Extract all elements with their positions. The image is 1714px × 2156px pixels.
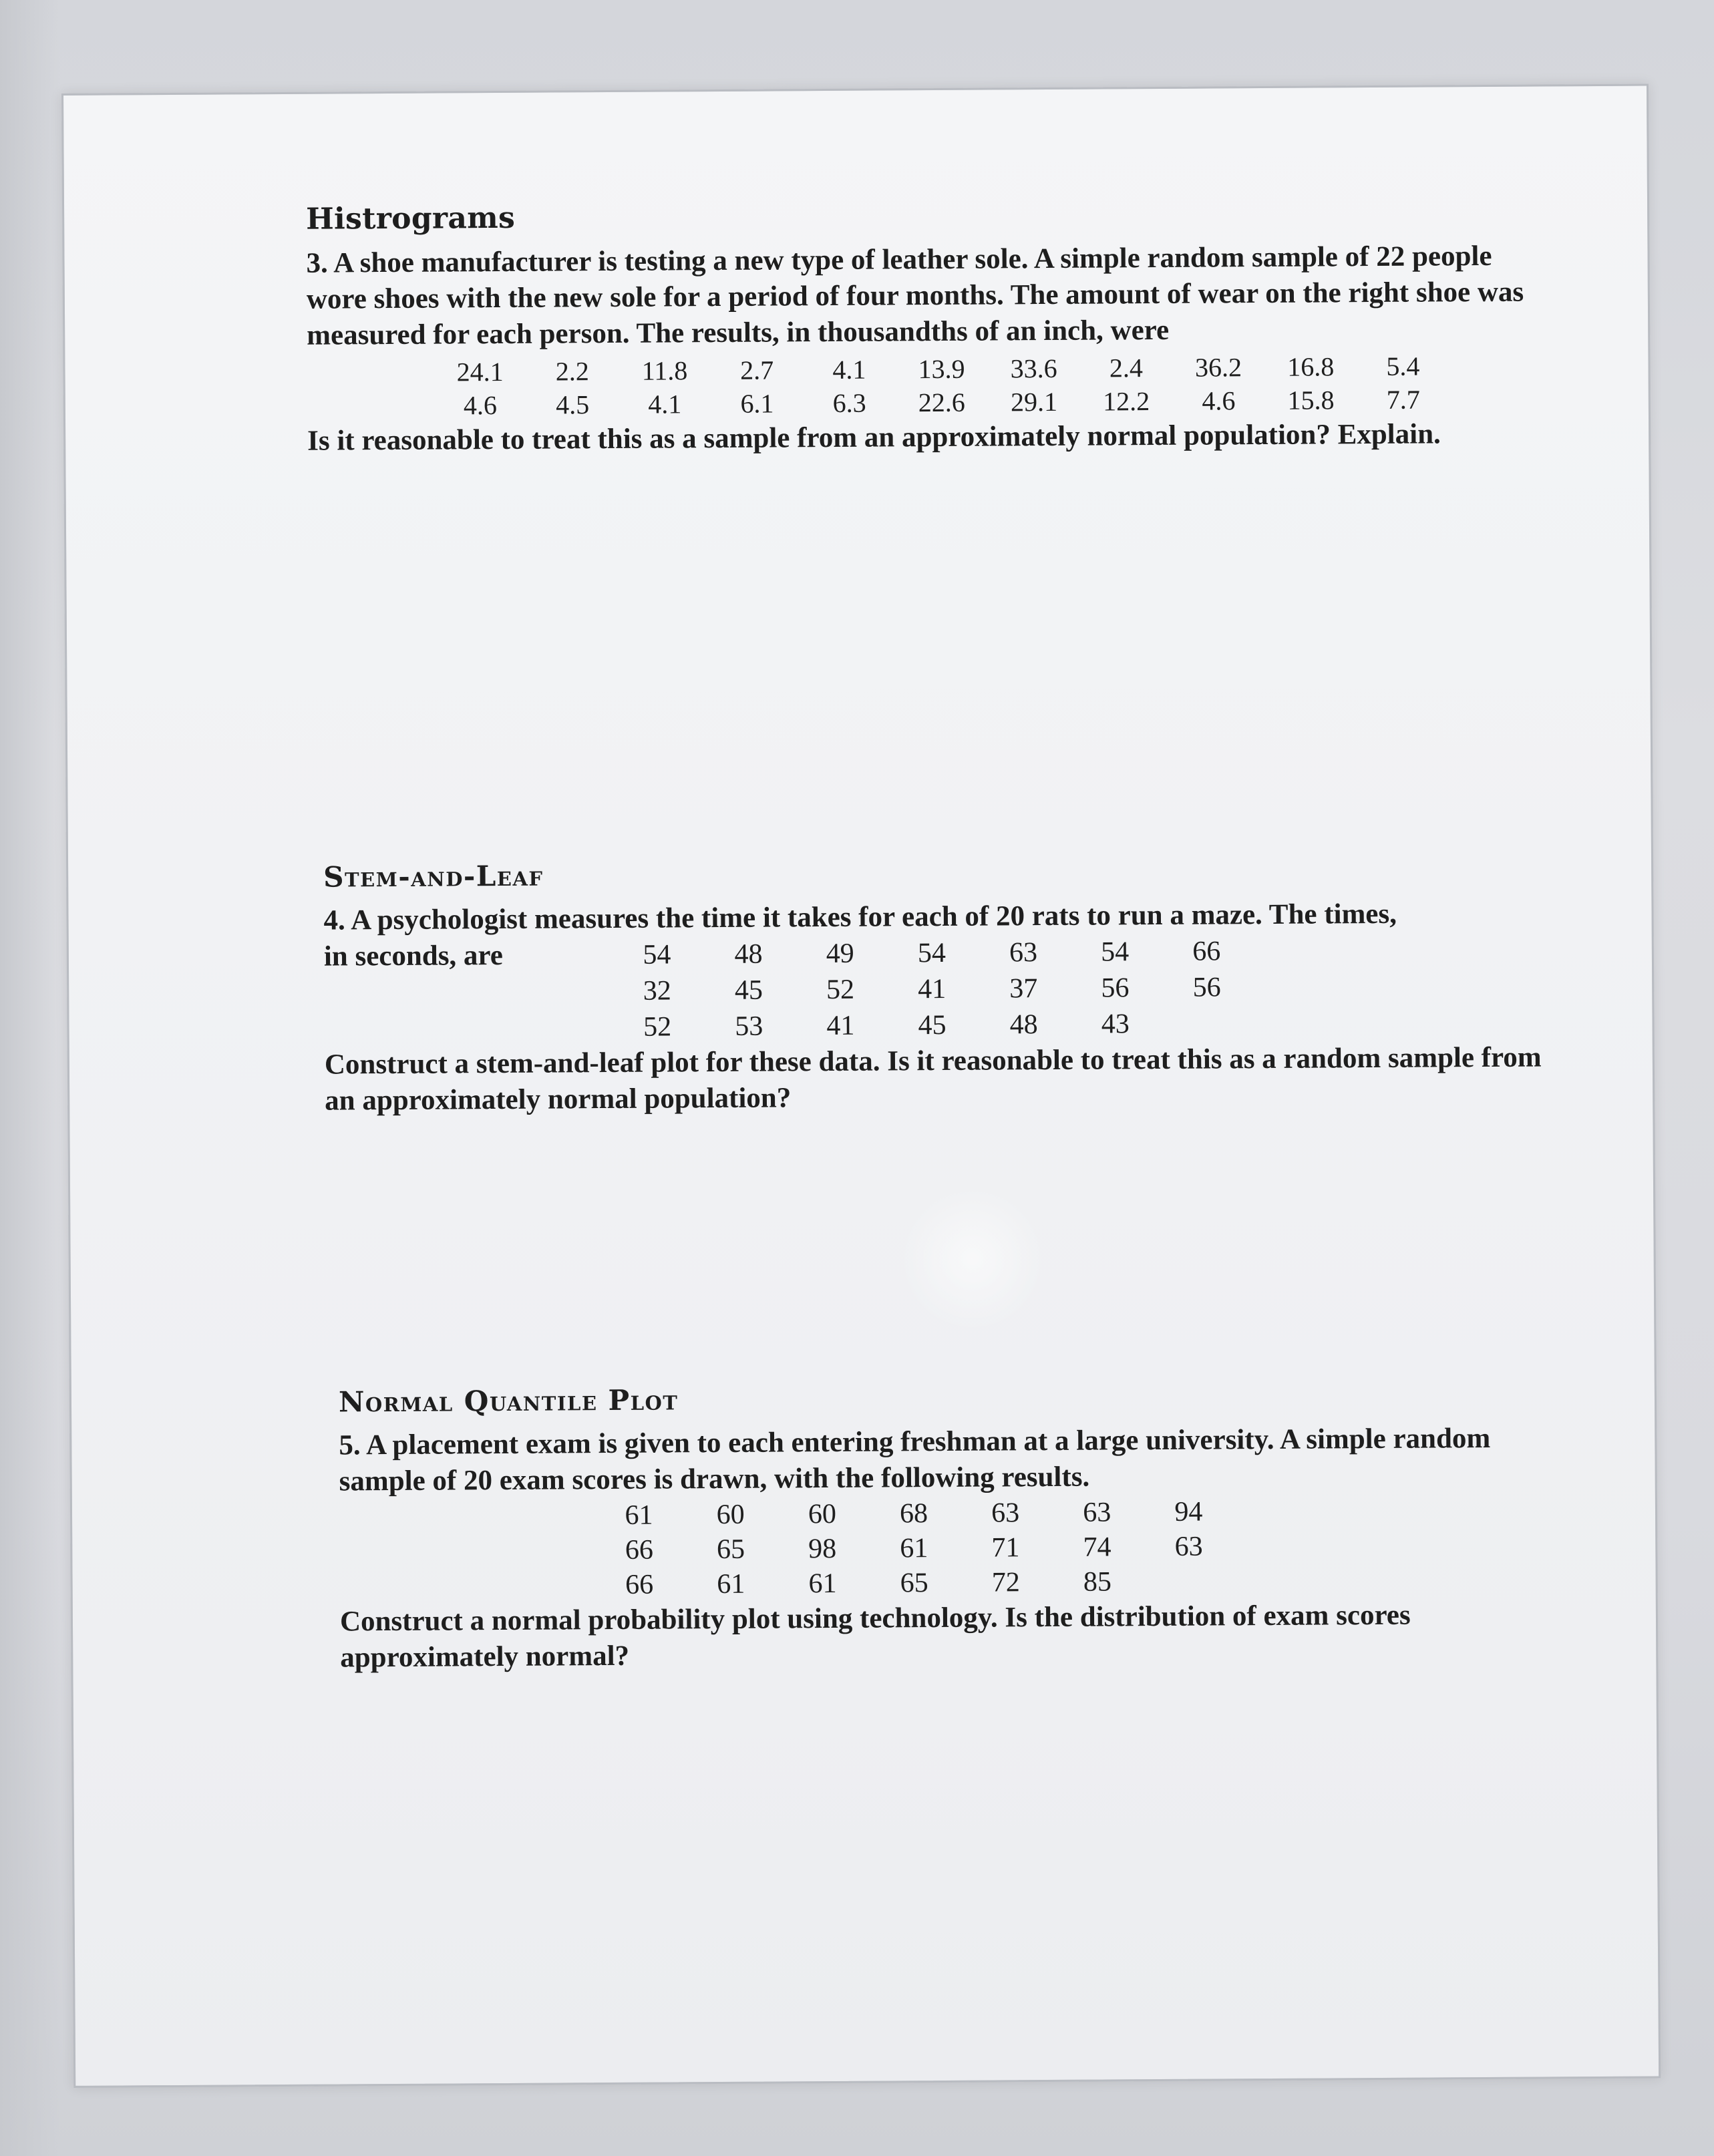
data-cell: 4.1 (832, 354, 866, 385)
question-5-text: A placement exam is given to each entering freshman at a large university. A simple random sample of 20 exam scores is drawn, with the following results. (339, 1422, 1491, 1497)
question-3-prompt: Is it reasonable to treat this as a sample from an approximately normal population? Explain. (307, 418, 1441, 457)
question-4-intro (323, 895, 1546, 938)
data-cell: 4.1 (648, 389, 682, 419)
data-cell: 16.8 (1287, 351, 1335, 382)
data-cell: 54 (917, 937, 947, 969)
data-cell: 56 (1101, 972, 1130, 1004)
data-cell: 43 (1101, 1009, 1130, 1040)
data-cell: 36.2 (1194, 352, 1242, 383)
question-4-text: A psychologist measures the time it takes for each of 20 rats to run a maze. The times, (351, 898, 1397, 936)
data-cell: 48 (1009, 1009, 1038, 1041)
question-3-text: A shoe manufacturer is testing a new type of leather sole. A simple random sample of 22 people wore shoes with the new sole for a period of four months. The amount of wear on the right shoe was measured for each person. The results, in thousandths of an inch, were (306, 240, 1524, 351)
question-3-number: 3. (306, 247, 328, 279)
stem-and-leaf-section (323, 853, 1547, 1119)
data-cell: 29.1 (1010, 386, 1058, 417)
data-cell: 48 (734, 938, 763, 970)
question-4-number: 4. (323, 904, 345, 936)
data-cell: 52 (643, 1011, 672, 1043)
question-4-prompt: Construct a stem-and-leaf plot for these data. Is it reasonable to treat this as a random sample from an approximately normal population? (324, 1041, 1542, 1117)
data-cell: 66 (625, 1534, 654, 1566)
data-cell: 4.6 (463, 390, 498, 421)
shoe-wear-data-table (434, 349, 1449, 422)
exam-scores-data-table (593, 1494, 1235, 1602)
section-title-stem-and-leaf: Stem-and-Leaf (323, 859, 544, 894)
data-cell: 66 (625, 1569, 654, 1600)
data-cell: 6.1 (740, 388, 774, 419)
data-cell: 2.4 (1109, 353, 1144, 383)
data-cell: 41 (826, 1010, 855, 1042)
data-cell: 15.8 (1287, 385, 1335, 415)
data-cell: 5.4 (1386, 351, 1420, 381)
data-cell: 63 (1009, 937, 1038, 968)
data-cell: 74 (1083, 1532, 1111, 1563)
photo-background-edge (0, 0, 60, 2156)
data-cell: 63 (1174, 1531, 1203, 1562)
data-cell: 71 (991, 1532, 1020, 1564)
data-cell: 11.8 (641, 355, 688, 386)
data-cell: 60 (808, 1498, 836, 1530)
data-cell: 45 (918, 1009, 947, 1041)
data-cell: 2.2 (555, 356, 589, 387)
data-cell: 61 (900, 1533, 928, 1564)
data-cell: 61 (625, 1499, 653, 1531)
data-cell: 54 (643, 939, 671, 970)
normal-quantile-plot-section (339, 1378, 1563, 1676)
section-title-histograms: Histrograms (306, 200, 516, 236)
data-cell: 85 (1083, 1566, 1112, 1598)
question-5-number: 5. (339, 1429, 361, 1461)
data-cell: 7.7 (1386, 384, 1420, 415)
question-5-intro (339, 1420, 1562, 1499)
data-cell: 65 (900, 1568, 928, 1599)
data-cell: 72 (991, 1567, 1020, 1598)
section-title-normal-quantile-plot: Normal Quantile Plot (338, 1383, 679, 1419)
data-cell: 98 (808, 1533, 837, 1565)
data-cell: 63 (991, 1497, 1020, 1529)
data-cell: 32 (643, 975, 671, 1007)
data-cell: 65 (716, 1534, 745, 1566)
data-cell: 13.9 (918, 353, 965, 385)
data-cell: 60 (716, 1499, 745, 1531)
data-cell: 2.7 (740, 355, 774, 385)
data-cell (1161, 1005, 1252, 1042)
question-4-intro-continued: in seconds, are (323, 939, 504, 972)
data-cell: 4.5 (555, 389, 590, 420)
data-cell: 53 (735, 1011, 763, 1042)
data-cell: 63 (1083, 1497, 1111, 1528)
data-cell: 94 (1174, 1496, 1203, 1528)
data-cell: 54 (1101, 936, 1130, 968)
data-cell: 41 (918, 973, 947, 1005)
data-cell: 22.6 (918, 387, 965, 418)
data-cell: 45 (734, 974, 763, 1006)
worksheet-page (61, 83, 1661, 2087)
data-cell: 6.3 (832, 387, 866, 418)
data-cell: 33.6 (1010, 353, 1057, 384)
screen-glare (898, 1185, 1046, 1332)
data-cell: 24.1 (456, 356, 504, 387)
data-cell: 66 (1192, 936, 1221, 967)
data-cell: 12.2 (1103, 386, 1150, 417)
data-cell: 4.6 (1202, 385, 1236, 416)
maze-times-data-table (611, 933, 1253, 1045)
data-cell: 52 (826, 974, 855, 1006)
data-cell: 56 (1192, 972, 1221, 1003)
data-cell: 49 (826, 938, 854, 970)
data-cell: 68 (899, 1498, 928, 1530)
histograms-section (306, 195, 1530, 460)
data-cell (1143, 1564, 1234, 1599)
question-5-prompt: Construct a normal probability plot using technology. Is the distribution of exam scores approximately normal? (339, 1599, 1411, 1674)
data-cell: 61 (808, 1568, 837, 1600)
data-cell: 37 (1009, 973, 1038, 1005)
question-3-intro (306, 238, 1529, 354)
data-cell: 61 (717, 1568, 745, 1600)
